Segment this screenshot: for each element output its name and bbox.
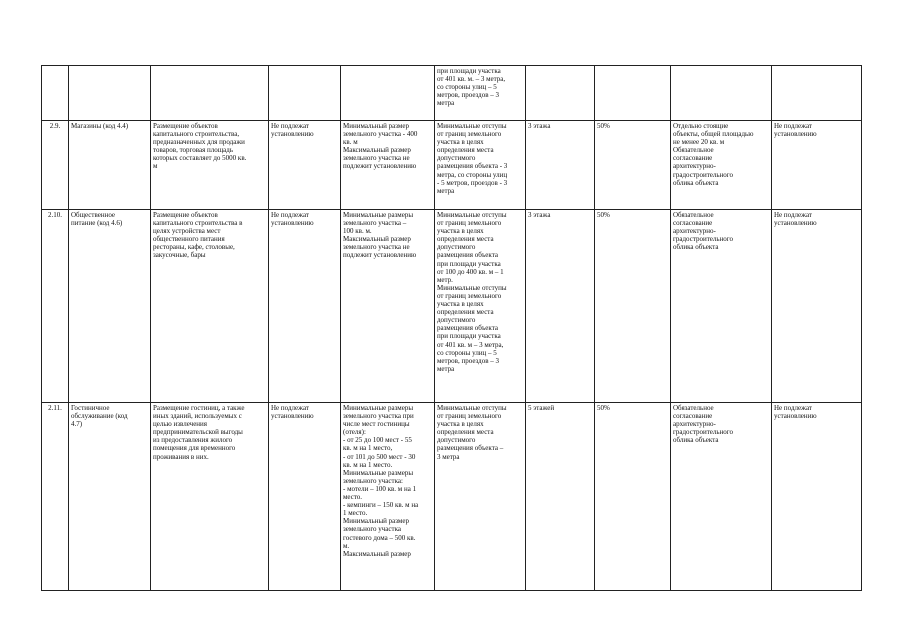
table-row <box>42 403 862 591</box>
parcel-limits-cell: Не подлежат установлению <box>269 210 341 403</box>
setbacks-cell: Минимальные отступы от границ земельного участка в целях определения места допустимого размещения объекта – 3 метра <box>435 403 526 591</box>
coverage-cell: 50% <box>595 121 671 210</box>
parcel-limits-cell: Не подлежат установлению <box>269 403 341 591</box>
extra-conditions-cell: Обязательное согласование архитектурно- градостроительного облика объекта <box>671 403 772 591</box>
extra-conditions-cell: Отдельно стоящие объекты, общей площадью не менее 20 кв. м Обязательное согласование архитектурно- градостроительного облика объекта <box>671 121 772 210</box>
extra-conditions-cell: Обязательное согласование архитектурно- градостроительного облика объекта <box>671 210 772 403</box>
use-description-cell: Размещение гостиниц, а также иных зданий, используемых с целью извлечения предпринимательской выгоды из предоставления жилого помещения для временного проживания в них. <box>151 403 269 591</box>
parcel-area-cell: Минимальный размер земельного участка - 400 кв. м Максимальный размер земельного участка не подлежит установлению <box>341 121 435 210</box>
parcel-limits-cell: Не подлежат установлению <box>269 121 341 210</box>
use-description-cell <box>151 66 269 121</box>
use-name-cell <box>69 66 151 121</box>
parcel-limits-cell <box>269 66 341 121</box>
setbacks-cell: Минимальные отступы от границ земельного участка в целях определения места допустимого размещения объекта - 3 метра, со стороны улиц - 5 метров, проездов - 3 метра <box>435 121 526 210</box>
use-description-cell: Размещение объектов капитального строительства, предназначенных для продажи товаров, торговая площадь которых составляет до 5000 кв. м <box>151 121 269 210</box>
parcel-area-cell: Минимальные размеры земельного участка – 100 кв. м. Максимальный размер земельного участка не подлежит установлению <box>341 210 435 403</box>
floors-cell: 5 этажей <box>526 403 595 591</box>
table-row <box>42 210 862 403</box>
row-number-cell: 2.10. <box>42 210 69 403</box>
row-number-cell <box>42 66 69 121</box>
floors-cell: 3 этажа <box>526 210 595 403</box>
floors-cell <box>526 66 595 121</box>
extra-conditions-cell <box>671 66 772 121</box>
row-number-cell: 2.11. <box>42 403 69 591</box>
table-row <box>42 66 862 121</box>
table-row <box>42 121 862 210</box>
row-number-cell: 2.9. <box>42 121 69 210</box>
last-column-cell: Не подлежат установлению <box>772 210 862 403</box>
last-column-cell: Не подлежат установлению <box>772 403 862 591</box>
coverage-cell: 50% <box>595 210 671 403</box>
floors-cell: 3 этажа <box>526 121 595 210</box>
parcel-area-cell <box>341 66 435 121</box>
use-name-cell: Гостиничное обслуживание (код 4.7) <box>69 403 151 591</box>
coverage-cell: 50% <box>595 403 671 591</box>
last-column-cell <box>772 66 862 121</box>
parcel-area-cell: Минимальные размеры земельного участка при числе мест гостиницы (отеля): - от 25 до 100 мест - 55 кв. м на 1 место, - от 101 до 500 мест - 30 кв. м на 1 место. Минимальные размеры земельного участка: - мотели – 100 кв. м на 1 место. - кемпинги – 150 кв. м на 1 место. Минимальный размер земельного участка гостевого дома – 500 кв. м. Максимальный размер <box>341 403 435 591</box>
setbacks-cell: Минимальные отступы от границ земельного участка в целях определения места допустимого размещения объекта при площади участка от 100 до 400 кв. м – 1 метр. Минимальные отступы от границ земельного участка в целях определения места допустимого размещения объекта при площади участка от 401 кв. м – 3 метра, со стороны улиц – 5 метров, проездов – 3 метра <box>435 210 526 403</box>
setbacks-cell: при площади участка от 401 кв. м. – 3 метра, со стороны улиц – 5 метров, проездов – 3 метра <box>435 66 526 121</box>
coverage-cell <box>595 66 671 121</box>
land-use-regulations-table <box>41 65 862 591</box>
use-name-cell: Общественное питание (код 4.6) <box>69 210 151 403</box>
use-description-cell: Размещение объектов капитального строительства в целях устройства мест общественного питания рестораны, кафе, столовые, закусочные, бары <box>151 210 269 403</box>
last-column-cell: Не подлежат установлению <box>772 121 862 210</box>
use-name-cell: Магазины (код 4.4) <box>69 121 151 210</box>
